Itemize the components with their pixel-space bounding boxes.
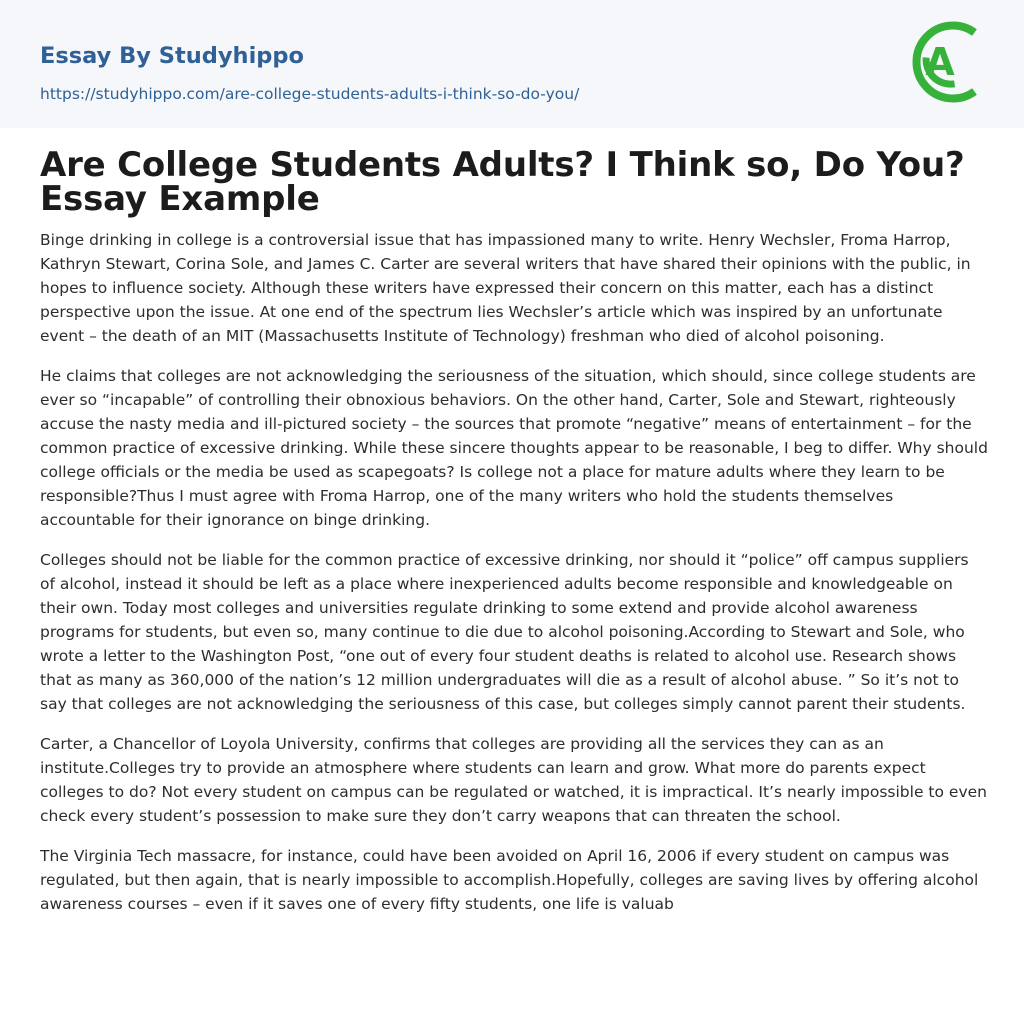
paragraph: Colleges should not be liable for the common practice of excessive drinking, nor should it “police” off campus suppliers of alcohol, instead it should be left as a place where inexperienced adults become responsible and knowledgeable on their own. Today most colleges and universities regulate drinking to some extend and provide alcohol awareness programs for students, but even so, many continue to die due to alcohol poisoning.According to Stewart and Sole, who wrote a letter to the Washington Post, “one out of every four student deaths is related to alcohol use. Research shows that as many as 360,000 of the nation’s 12 million undergraduates will die as a result of alcohol abuse. ” So it’s not to say that colleges are not acknowledging the seriousness of this case, but colleges simply cannot parent their students. xyxy=(40,551,969,713)
site-name[interactable]: Essay By Studyhippo xyxy=(40,43,304,69)
article-body xyxy=(40,228,988,932)
paragraph: Carter, a Chancellor of Loyola University, confirms that colleges are providing all the services they can as an institute.Colleges try to provide an atmosphere where students can learn and grow. What more do parents expect colleges to do? Not every student on campus can be regulated or watched, it is impractical. It’s nearly impossible to even check every student’s possession to make sure they don’t carry weapons that can threaten the school. xyxy=(40,735,987,825)
article-url-link[interactable]: https://studyhippo.com/are-college-students-adults-i-think-so-do-you/ xyxy=(40,85,580,103)
paragraph: Binge drinking in college is a controversial issue that has impassioned many to write. Henry Wechsler, Froma Harrop, Kathryn Stewart, Corina Sole, and James C. Carter are several writers that have shared their opinions with the public, in hopes to influence society. Although these writers have expressed their concern on this matter, each has a distinct perspective upon the issue. At one end of the spectrum lies Wechsler’s article which was inspired by an unfortunate event – the death of an MIT (Massachusetts Institute of Technology) freshman who died of alcohol poisoning. xyxy=(40,231,971,345)
paragraph: The Virginia Tech massacre, for instance, could have been avoided on April 16, 2006 if every student on campus was regulated, but then again, that is nearly impossible to accomplish.Hopefully, colleges are saving lives by offering alcohol awareness courses – even if it saves one of every fifty students, one life is valuab xyxy=(40,847,979,913)
studyhippo-logo-icon[interactable] xyxy=(911,19,987,105)
site-header xyxy=(0,0,1024,128)
paragraph: He claims that colleges are not acknowledging the seriousness of the situation, which should, since college students are ever so “incapable” of controlling their obnoxious behaviors. On the other hand, Carter, Sole and Stewart, righteously accuse the nasty media and ill-pictured society – the sources that promote “negative” means of entertainment – for the common practice of excessive drinking. While these sincere thoughts appear to be reasonable, I beg to differ. Why should college officials or the media be used as scapegoats? Is college not a place for mature adults where they learn to be responsible?Thus I must agree with Froma Harrop, one of the many writers who hold the students themselves accountable for their ignorance on binge drinking. xyxy=(40,367,988,529)
page-title: Are College Students Adults? I Think so, Do You? Essay Example xyxy=(40,145,965,219)
logo-letter: A xyxy=(925,40,955,84)
